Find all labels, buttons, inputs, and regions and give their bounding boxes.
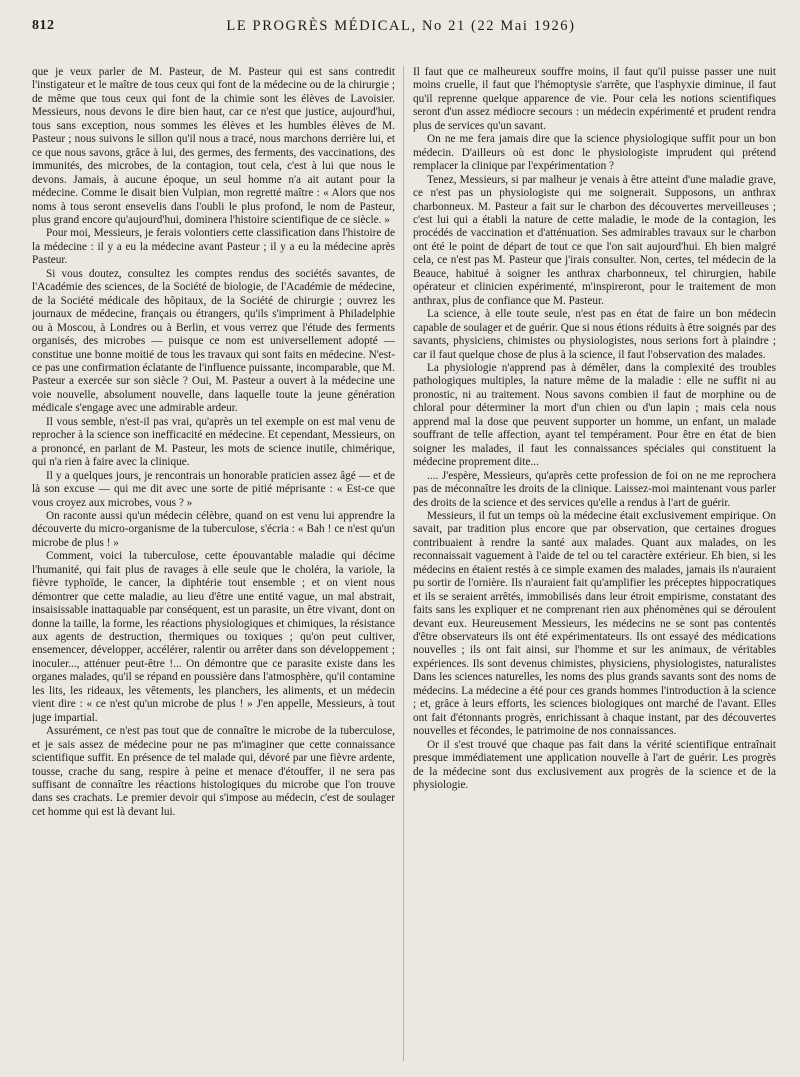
paragraph: La science, à elle toute seule, n'est pas en état de faire un bon médecin capable de soulager et de guérir. Que si nous étions réduits à être soignés par des savants, physiciens, chimistes ou physiologistes, nous serions fort à plaindre ; car il faut quelque chose de plus à la science, il faut l'observation des malades.	[413, 308, 776, 361]
paragraph: Il vous semble, n'est-il pas vrai, qu'après un tel exemple on est mal venu de reprocher à la science son inefficacité en médecine. Et cependant, Messieurs, on a prononcé, en parlant de M. Pasteur, les mots de science inutile, chimérique, qui n'a rien à faire avec la clinique.	[32, 415, 395, 469]
running-title: LE PROGRÈS MÉDICAL, No 21 (22 Mai 1926)	[226, 18, 576, 34]
column-divider	[403, 66, 404, 1061]
paragraph: Assurément, ce n'est pas tout que de connaître le microbe de la tuberculose, et je sais assez de médecine pour ne pas m'imaginer que cette connaissance scientifique suffit. En présence de tel malade qui, dévoré par une fièvre ardente, tousse, crache du sang, respire à peine et menace d'étouffer, il ne sera pas suffisant de connaître les réactions histologiques du microbe que l'on trouve dans ses crachats. Le premier devoir qui s'impose au médecin, c'est de soulager cet homme qui est là devant lui.	[32, 725, 395, 818]
paragraph: La physiologie n'apprend pas à démêler, dans la complexité des troubles pathologiques multiples, la nature même de la maladie : elle ne suffit ni au pronostic, ni au traitement. Nous savons combien il faut de morphine ou de chloral pour déterminer la mort d'un chien ou d'un lapin ; mais cela nous apprend mal la dose que peuvent supporter un homme, un enfant, un malade souffrant de telle affection, ayant tel tempérament. Pour être en état de bien soigner les malades, il faut les connaissances spéciales qui constituent la médecine proprement dite...	[413, 361, 776, 469]
paragraph: Il faut que ce malheureux souffre moins, il faut qu'il puisse passer une nuit moins cruelle, il faut que l'hémoptysie s'arrête, que l'asphyxie diminue, il faut qu'il reprenne quelque apparence de vie. Pour cela les notions scientifiques seront d'un assez médiocre secours : un médecin expérimenté et prudent rendra plus de services qu'un savant.	[413, 66, 776, 132]
page-number: 812	[32, 18, 55, 33]
page-header	[32, 18, 770, 40]
paragraph: On ne me fera jamais dire que la science physiologique suffit pour un bon médecin. D'ailleurs où est donc le physiologiste imprudent qui prétend remplacer la clinique par l'expérimentation ?	[413, 133, 776, 173]
right-column	[413, 66, 776, 1066]
paragraph: Il y a quelques jours, je rencontrais un honorable praticien assez âgé — et de là son excuse — qui me dit avec une sorte de pitié méprisante : « Est-ce que vous croyez aux microbes, vous ? »	[32, 469, 395, 509]
paragraph: .... J'espère, Messieurs, qu'après cette profession de foi on ne me reprochera pas de méconnaître les droits de la clinique. Laissez-moi maintenant vous parler des droits de la science et des services qu'elle a rendus à l'art de guérir.	[413, 469, 776, 509]
left-column	[32, 66, 395, 1066]
paragraph: Pour moi, Messieurs, je ferais volontiers cette classification dans l'histoire de la médecine : il y a eu la médecine avant Pasteur ; il y a eu la médecine après Pasteur.	[32, 227, 395, 267]
paragraph: Or il s'est trouvé que chaque pas fait dans la vérité scientifique entraînait presque immédiatement une application nouvelle à l'art de guérir. Les progrès de la médecine sont dus exclusivement aux progrès de la science et de la physiologie.	[413, 738, 776, 792]
paragraph: Comment, voici la tuberculose, cette épouvantable maladie qui décime l'humanité, qui fait plus de ravages à elle seule que le choléra, la variole, la fièvre typhoïde, le cancer, la diphtérie tout ensemble ; et on vient nous démontrer que cette maladie, au lieu d'être une entité vague, un mal abstrait, insaisissable inattaquable par conséquent, est un parasite, un être vivant, dont on donne la taille, la forme, les réactions physiologiques et chimiques, la résistance aux agents de destruction, thermiques ou toxiques ; qu'on peut cultiver, ensemencer, développer, accélérer, ralentir ou arrêter dans son développement ; inoculer..., atténuer peut-être !... On démontre que ce parasite existe dans les organes malades, qu'il se répand en poussière dans l'atmosphère, qu'il contamine les lits, les rideaux, les vêtements, les planchers, les aliments, et un médecin vient dire : « ce n'est qu'un microbe de plus ! » J'en appelle, Messieurs, à tout juge impartial.	[32, 550, 395, 724]
paragraph: Si vous doutez, consultez les comptes rendus des sociétés savantes, de l'Académie des sciences, de la Société de biologie, de l'Académie de médecine, de la Société médicale des hôpitaux, de la Société de chirurgie ; ouvrez les journaux de médecine, français ou étrangers, qu'ils s'impriment à Philadelphie ou à Moscou, à Londres ou à Berlin, et vous verrez que l'étude des ferments organisés, des microbes — puisque ce nom est universellement adopté — constitue une bonne moitié de tous les travaux qui sont faits en médecine. N'est-ce pas une confirmation éclatante de l'influence puissante, incomparable, que M. Pasteur a exercée sur son siècle ? Oui, M. Pasteur a ouvert à la médecine une voie nouvelle, absolument nouvelle, dans laquelle toute la jeune génération médicale s'engage avec une admirable ardeur.	[32, 267, 395, 415]
paragraph: Messieurs, il fut un temps où la médecine était exclusivement empirique. On savait, par tradition plus encore que par observation, que certaines drogues contribuaient à rendre la santé aux malades. Quant aux malades, on les reconnaissait vaguement à l'aide de tel ou tel caractère extérieur. Eh bien, si les médecins en étaient restés à ce simple examen des malades, jamais ils n'auraient pu sortir de l'ornière. Ils n'auraient fait qu'amplifier les préceptes hippocratiques et ils se seraient arrêtés, immobilisés dans leur étroit empirisme, constatant des faits sans les expliquer et ne comprenant rien aux phénomènes qui se déroulent devant eux. Heureusement Messieurs, les médecins ne se sont pas contentés d'être observateurs ils ont été expérimentateurs. Ils ont essayé des médications nouvelles ; ils ont fait ainsi, sur l'homme et sur les animaux, de véritables expériences. Ils sont devenus chimistes, physiciens, physiologistes, naturalistes Dans les sciences naturelles, les noms des plus grands savants sont des noms de médecins. La médecine a été pour ces grands hommes l'introduction à la science ; et, grâce à leurs efforts, les sciences biologiques ont marché de l'avant. Elles ont fait d'étonnants progrès, enrichissant à chaque instant, par des découvertes nouvelles et fécondes, le patrimoine de nos connaissances.	[413, 509, 776, 738]
article-columns	[32, 66, 776, 1066]
paragraph: que je veux parler de M. Pasteur, de M. Pasteur qui est sans contredit l'instigateur et le maître de tous ceux qui font de la médecine ou de la chirurgie ; de même que tous ceux qui font de la chimie sont les élèves de Lavoisier. Messieurs, nous devons le dire bien haut, car ce n'est que justice, aujourd'hui, tous sans exception, nous sommes les élèves et les humbles élèves de M. Pasteur ; nous suivons le sillon qu'il nous a tracé, nous marchons derrière lui, et ce que nous savons, grâce à lui, des germes, des ferments, des vaccinations, des immunités, des microbes, de la contagion, tout cela, c'est à lui que nous le devons. Jamais, à aucune époque, un seul homme n'a ait autant pour la médecine. Comme le disait bien Vulpian, mon regretté maître : « Alors que nos noms à tous seront ensevelis dans l'oubli le plus profond, le nom de Pasteur, plus grand encore qu'aujourd'hui, dominera l'histoire scientifique de ce siècle. »	[32, 66, 395, 226]
paragraph: On raconte aussi qu'un médecin célèbre, quand on est venu lui apprendre la découverte du micro-organisme de la tuberculose, s'écria : « Bah ! ce n'est qu'un microbe de plus ! »	[32, 509, 395, 549]
paragraph: Tenez, Messieurs, si par malheur je venais à être atteint d'une maladie grave, ce n'est pas un physiologiste qui me soignerait. Supposons, un anthrax charbonneux. M. Pasteur a fait sur le charbon des découvertes merveilleuses ; c'est lui qui a établi la nature de cette maladie, le mode de la contagion, les procédés de vaccination et d'atténuation. Ses admirables travaux sur le charbon ont été le point de départ de tout ce que l'on sait aujourd'hui. Eh bien malgré cela, ce n'est pas M. Pasteur que j'irais consulter. Non, certes, tel médecin de la Beauce, habitué à soigner les anthrax charbonneux, tel chirurgien, habile opérateur et clinicien expérimenté, m'inspireront, pour le traitement de mon anthrax, plus de confiance que M. Pasteur.	[413, 173, 776, 307]
